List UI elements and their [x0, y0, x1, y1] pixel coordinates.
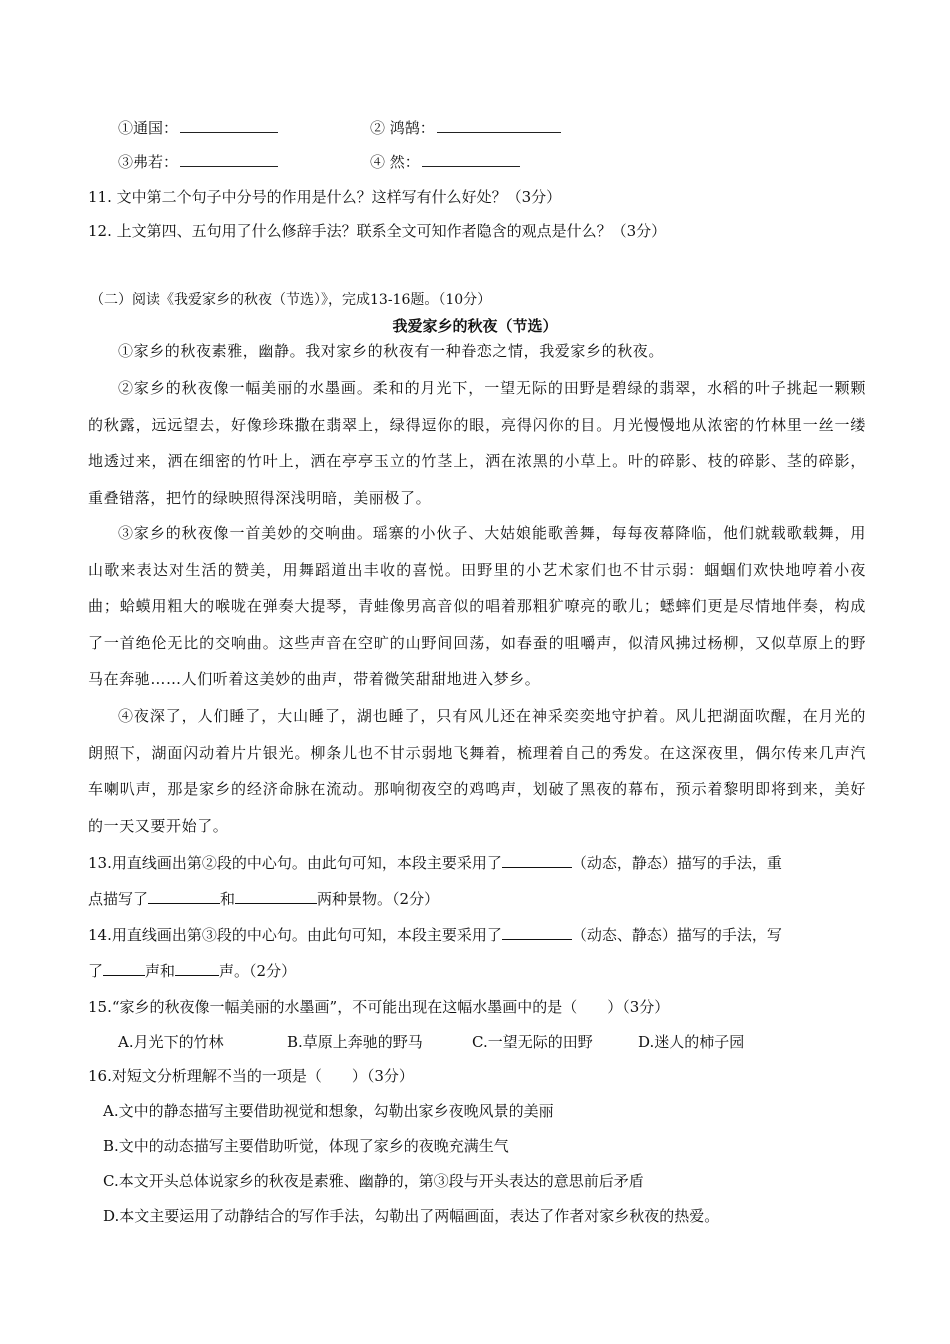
question-text: （动态、静态）描写的手法，写: [571, 926, 782, 944]
essay-paragraph-4: ④夜深了，人们睡了，大山睡了，湖也睡了，只有风儿还在神采奕奕地守护着。风儿把湖面吹醒，在月光的朗照下，湖面闪动着片片银光。柳条儿也不甘示弱地飞舞着，梳理着自己的秀发。在这深夜里，偶尔传来几声汽车喇叭声，那是家乡的经济命脉在流动。那响彻夜空的鸡鸣声，划破了黑夜的幕布，预示着黎明即将到来，美好的一天又要开始了。: [88, 707, 866, 835]
answer-blank[interactable]: [422, 152, 520, 167]
q16-option-a[interactable]: A.文中的静态描写主要借助视觉和想象，勾勒出家乡夜晚风景的美丽: [103, 1102, 554, 1120]
question-text: （动态，静态）描写的手法，重: [571, 854, 782, 872]
question-text: 声和: [145, 962, 176, 980]
q16-option-d[interactable]: D.本文主要运用了动静结合的写作手法，勾勒出了两幅画面，表达了作者对家乡秋夜的热爱。: [103, 1207, 720, 1225]
q15-option-d[interactable]: D.迷人的柿子园: [638, 1033, 745, 1051]
question-13-line-1: [88, 853, 782, 873]
answer-blank[interactable]: [437, 118, 561, 133]
vocab-label: ③弗若：: [118, 153, 179, 171]
question-14-line-1: [88, 925, 782, 945]
answer-blank[interactable]: [502, 925, 572, 940]
answer-blank[interactable]: [502, 853, 572, 868]
vocab-label: ①通国：: [118, 119, 179, 137]
q15-option-b[interactable]: B.草原上奔驰的野马: [287, 1033, 423, 1051]
vocab-item-1: [118, 118, 280, 138]
question-text: 和: [220, 890, 236, 908]
answer-blank[interactable]: [175, 961, 219, 976]
essay-paragraph-3: ③家乡的秋夜像一首美妙的交响曲。瑶寨的小伙子、大姑娘能歌善舞，每每夜幕降临，他们就载歌载舞，用山歌来表达对生活的赞美，用舞蹈道出丰收的喜悦。田野里的小艺术家们也不甘示弱：蝈蝈们欢快地哼着小夜曲；蛤蟆用粗大的喉咙在弹奏大提琴，青蛙像男高音似的唱着那粗犷嘹亮的歌儿；蟋蟀们更是尽情地伴奏，构成了一首绝伦无比的交响曲。这些声音在空旷的山野间回荡，如春蚕的咀嚼声，似清风拂过杨柳，又似草原上的野马在奔驰……人们听着这美妙的曲声，带着微笑甜甜地进入梦乡。: [88, 524, 866, 688]
essay-paragraph-1: ①家乡的秋夜素雅，幽静。我对家乡的秋夜有一种眷恋之情，我爱家乡的秋夜。: [118, 342, 665, 360]
q15-option-a[interactable]: A.月光下的竹林: [118, 1033, 224, 1051]
question-text: 声。（2分）: [219, 962, 297, 980]
question-text: 13.用直线画出第②段的中心句。由此句可知，本段主要采用了: [88, 854, 502, 872]
answer-blank[interactable]: [180, 152, 278, 167]
question-13-line-2: [88, 889, 439, 909]
question-text: 点描写了: [88, 890, 149, 908]
vocab-item-3: [118, 152, 280, 172]
question-14-line-2: [88, 961, 296, 981]
vocab-item-2: [370, 118, 563, 138]
question-16: 16.对短文分析理解不当的一项是（ ）（3分）: [88, 1067, 414, 1085]
answer-blank[interactable]: [180, 118, 278, 133]
question-text: 14.用直线画出第③段的中心句。由此句可知，本段主要采用了: [88, 926, 502, 944]
q16-option-c[interactable]: C.本文开头总体说家乡的秋夜是素雅、幽静的，第③段与开头表达的意思前后矛盾: [103, 1172, 644, 1190]
essay-title: 我爱家乡的秋夜（节选）: [392, 317, 558, 335]
q15-option-c[interactable]: C.一望无际的田野: [472, 1033, 593, 1051]
answer-blank[interactable]: [148, 889, 220, 904]
vocab-item-4: [370, 152, 522, 172]
vocab-label: ② 鸿鹄：: [370, 119, 435, 137]
question-15: 15.“家乡的秋夜像一幅美丽的水墨画”，不可能出现在这幅水墨画中的是（ ）（3分）: [88, 998, 670, 1016]
question-11: 11. 文中第二个句子中分号的作用是什么？这样写有什么好处？（3分）: [88, 188, 562, 206]
question-text: 两种景物。（2分）: [317, 890, 440, 908]
question-12: 12. 上文第四、五句用了什么修辞手法？联系全文可知作者隐含的观点是什么？（3分）: [88, 222, 667, 240]
answer-blank[interactable]: [103, 961, 145, 976]
essay-paragraph-2: ②家乡的秋夜像一幅美丽的水墨画。柔和的月光下，一望无际的田野是碧绿的翡翠，水稻的叶子挑起一颗颗的秋露，远远望去，好像珍珠撒在翡翠上，绿得逗你的眼，亮得闪你的目。月光慢慢地从浓密的竹林里一丝一缕地透过来，洒在细密的竹叶上，洒在亭亭玉立的竹茎上，洒在浓黑的小草上。叶的碎影、枝的碎影、茎的碎影，重叠错落，把竹的绿映照得深浅明暗，美丽极了。: [88, 379, 866, 507]
section-heading: （二）阅读《我爱家乡的秋夜（节选）》，完成13-16题。（10分）: [90, 292, 492, 308]
q16-option-b[interactable]: B.文中的动态描写主要借助听觉，体现了家乡的夜晚充满生气: [103, 1137, 509, 1155]
question-text: 了: [88, 962, 104, 980]
vocab-label: ④ 然：: [370, 153, 420, 171]
answer-blank[interactable]: [235, 889, 317, 904]
